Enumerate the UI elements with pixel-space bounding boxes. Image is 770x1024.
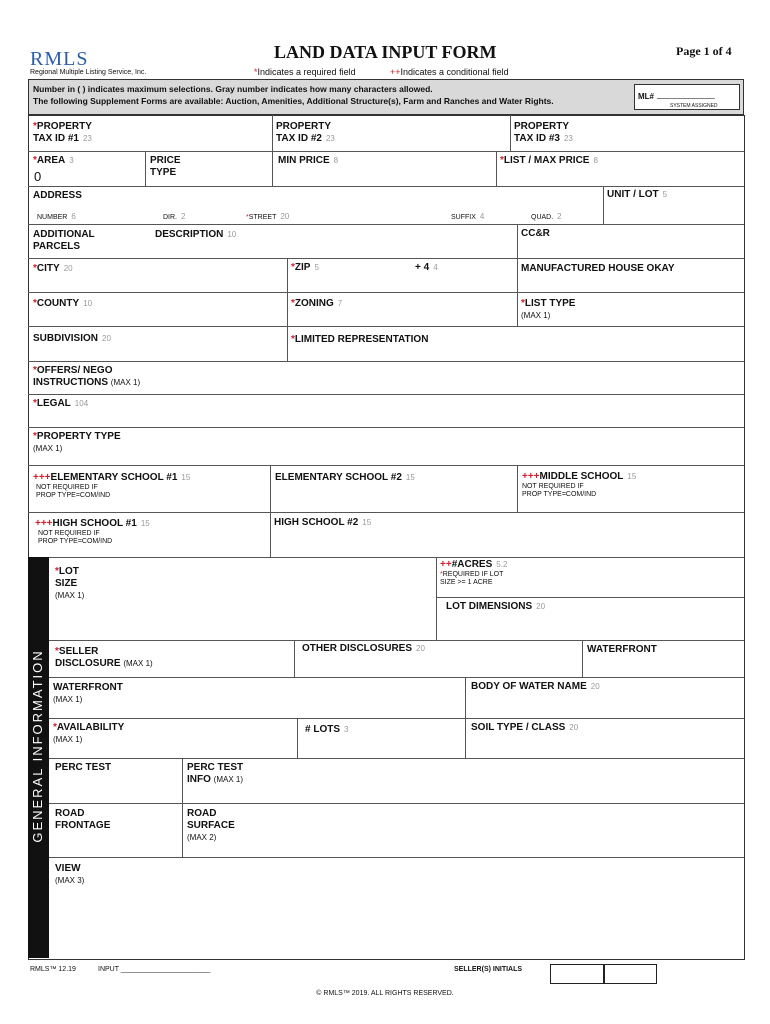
rule bbox=[287, 258, 288, 292]
high-2-label: HIGH SCHOOL #2 15 bbox=[274, 517, 372, 528]
rule bbox=[28, 326, 744, 327]
elementary-2-label: ELEMENTARY SCHOOL #2 15 bbox=[275, 472, 415, 483]
rule bbox=[517, 292, 518, 326]
acres-label: ++#ACRES 5.2 bbox=[440, 559, 508, 570]
page-number: Page 1 of 4 bbox=[676, 44, 732, 58]
rule bbox=[496, 151, 497, 186]
soil-type-label: SOIL TYPE / CLASS 20 bbox=[471, 722, 579, 733]
required-legend bbox=[254, 67, 356, 77]
elementary-1-note: NOT REQUIRED IF PROP TYPE=COM/IND bbox=[36, 484, 111, 499]
rule bbox=[517, 224, 518, 258]
rule bbox=[49, 718, 744, 719]
rule bbox=[28, 557, 744, 558]
seller-initials-label: SELLER(S) INITIALS bbox=[454, 966, 523, 973]
limited-rep-label: *LIMITED REPRESENTATION bbox=[291, 334, 429, 345]
rule bbox=[49, 640, 744, 641]
required-legend-text: Indicates a required field bbox=[257, 67, 356, 77]
other-disclosures-label: OTHER DISCLOSURES 20 bbox=[302, 643, 425, 654]
availability-label: *AVAILABILITY (MAX 1) bbox=[53, 722, 125, 744]
rule bbox=[287, 292, 288, 326]
offers-label: *OFFERS/ NEGO INSTRUCTIONS (MAX 1) bbox=[33, 365, 141, 388]
waterfront-top-label: WATERFRONT bbox=[587, 644, 657, 655]
rule bbox=[517, 465, 518, 512]
min-price-label: MIN PRICE 8 bbox=[278, 155, 339, 166]
general-info-label: GENERAL INFORMATION bbox=[30, 649, 45, 843]
perc-test-info-label: PERC TEST INFO (MAX 1) bbox=[187, 762, 244, 785]
tax-id-3-label: PROPERTY TAX ID #3 23 bbox=[514, 121, 573, 144]
rule bbox=[28, 465, 744, 466]
price-type-label: PRICE TYPE bbox=[150, 155, 181, 178]
rule bbox=[465, 677, 466, 718]
rule bbox=[28, 361, 744, 362]
copyright: © RMLS™ 2019. ALL RIGHTS RESERVED. bbox=[316, 990, 454, 997]
seller-initials-box-1[interactable] bbox=[550, 964, 605, 984]
subdivision-label: SUBDIVISION 20 bbox=[33, 333, 111, 344]
acres-note: *REQUIRED IF LOT SIZE >= 1 ACRE bbox=[440, 571, 504, 586]
rule bbox=[436, 597, 744, 598]
rule bbox=[28, 512, 744, 513]
waterfront-label: WATERFRONT (MAX 1) bbox=[53, 682, 123, 704]
rule bbox=[517, 258, 518, 292]
seller-initials-box-2[interactable] bbox=[603, 964, 657, 984]
legal-label: *LEGAL 104 bbox=[33, 398, 89, 409]
rule bbox=[510, 115, 511, 151]
form-title: LAND DATA INPUT FORM bbox=[274, 42, 497, 62]
ml-label: ML# bbox=[638, 92, 654, 101]
address-suffix-label: SUFFIX 4 bbox=[451, 212, 485, 221]
address-label: ADDRESS bbox=[33, 190, 82, 201]
required-star: * bbox=[254, 67, 258, 77]
high-1-label: +++HIGH SCHOOL #1 15 bbox=[35, 518, 150, 529]
rule bbox=[28, 151, 744, 152]
footer-rmls: RMLS™ 12.19 bbox=[30, 966, 76, 973]
area-value[interactable]: 0 bbox=[34, 169, 42, 184]
ml-input[interactable]: _____________ bbox=[657, 90, 715, 99]
form-outline bbox=[28, 115, 745, 960]
address-dir-label: DIR. 2 bbox=[163, 212, 186, 221]
rule bbox=[28, 394, 744, 395]
conditional-star: ++ bbox=[390, 67, 401, 77]
address-quad-label: QUAD. 2 bbox=[531, 212, 562, 221]
manufactured-label: MANUFACTURED HOUSE OKAY bbox=[521, 263, 675, 274]
rule bbox=[28, 186, 744, 187]
address-street-label: *STREET 20 bbox=[246, 212, 290, 221]
unit-lot-label: UNIT / LOT 5 bbox=[607, 189, 668, 200]
rule bbox=[582, 640, 583, 677]
rule bbox=[603, 186, 604, 224]
rule bbox=[270, 465, 271, 557]
rule bbox=[49, 758, 744, 759]
plus4-label: + 4 4 bbox=[415, 262, 438, 273]
lots-label: # LOTS 3 bbox=[305, 724, 349, 735]
list-type-label: *LIST TYPE (MAX 1) bbox=[521, 298, 576, 320]
view-label: VIEW (MAX 3) bbox=[55, 863, 85, 885]
rule bbox=[297, 718, 298, 758]
tax-id-2-label: PROPERTY TAX ID #2 23 bbox=[276, 121, 335, 144]
rule bbox=[49, 803, 744, 804]
rule bbox=[287, 326, 288, 361]
road-surface-label: ROAD SURFACE (MAX 2) bbox=[187, 808, 235, 842]
area-label: *AREA 3 bbox=[33, 155, 74, 166]
rule bbox=[182, 758, 183, 857]
conditional-legend-text: Indicates a conditional field bbox=[400, 67, 509, 77]
middle-school-note: NOT REQUIRED IF PROP TYPE=COM/IND bbox=[522, 483, 597, 498]
description-label: DESCRIPTION 10 bbox=[155, 229, 237, 240]
elementary-1-label: +++ELEMENTARY SCHOOL #1 15 bbox=[33, 472, 191, 483]
ccr-label: CC&R bbox=[521, 228, 550, 239]
footer-input: INPUT _______________________ bbox=[98, 966, 211, 973]
zoning-label: *ZONING 7 bbox=[291, 298, 343, 309]
body-of-water-label: BODY OF WATER NAME 20 bbox=[471, 681, 600, 692]
perc-test-label: PERC TEST bbox=[55, 762, 112, 773]
tax-id-1-label: *PROPERTY TAX ID #1 23 bbox=[33, 121, 92, 144]
org-name: Regional Multiple Listing Service, Inc. bbox=[30, 69, 147, 76]
lot-size-label: *LOT SIZE (MAX 1) bbox=[55, 566, 85, 600]
seller-disclosure-label: *SELLER DISCLOSURE (MAX 1) bbox=[55, 646, 153, 669]
rule bbox=[49, 857, 744, 858]
notice-line-1: Number in ( ) indicates maximum selections. Gray number indicates how many characters allowed. bbox=[33, 84, 433, 94]
system-assigned: SYSTEM ASSIGNED bbox=[670, 103, 718, 109]
rule bbox=[272, 151, 273, 186]
county-label: *COUNTY 10 bbox=[33, 298, 93, 309]
address-number-label: NUMBER 6 bbox=[37, 212, 76, 221]
additional-parcels-label: ADDITIONAL PARCELS bbox=[33, 229, 95, 252]
rule bbox=[28, 292, 744, 293]
lot-dimensions-label: LOT DIMENSIONS 20 bbox=[446, 601, 546, 612]
rule bbox=[49, 677, 744, 678]
rule bbox=[145, 151, 146, 186]
rule bbox=[28, 224, 744, 225]
rule bbox=[436, 557, 437, 640]
logo: RMLS bbox=[30, 48, 89, 70]
rule bbox=[272, 115, 273, 151]
rule bbox=[294, 640, 295, 677]
rule bbox=[28, 258, 744, 259]
middle-school-label: +++MIDDLE SCHOOL 15 bbox=[522, 471, 637, 482]
high-1-note: NOT REQUIRED IF PROP TYPE=COM/IND bbox=[38, 530, 113, 545]
property-type-label: *PROPERTY TYPE (MAX 1) bbox=[33, 431, 121, 453]
notice-line-2: The following Supplement Forms are available: Auction, Amenities, Additional Structure(s), Farm and Ranches and Water Rights. bbox=[33, 96, 554, 106]
list-max-price-label: *LIST / MAX PRICE 8 bbox=[500, 155, 598, 166]
city-label: *CITY 20 bbox=[33, 263, 73, 274]
road-frontage-label: ROAD FRONTAGE bbox=[55, 808, 111, 831]
rule bbox=[28, 427, 744, 428]
zip-label: *ZIP 5 bbox=[291, 262, 319, 273]
rule bbox=[465, 718, 466, 758]
conditional-legend bbox=[390, 67, 509, 77]
